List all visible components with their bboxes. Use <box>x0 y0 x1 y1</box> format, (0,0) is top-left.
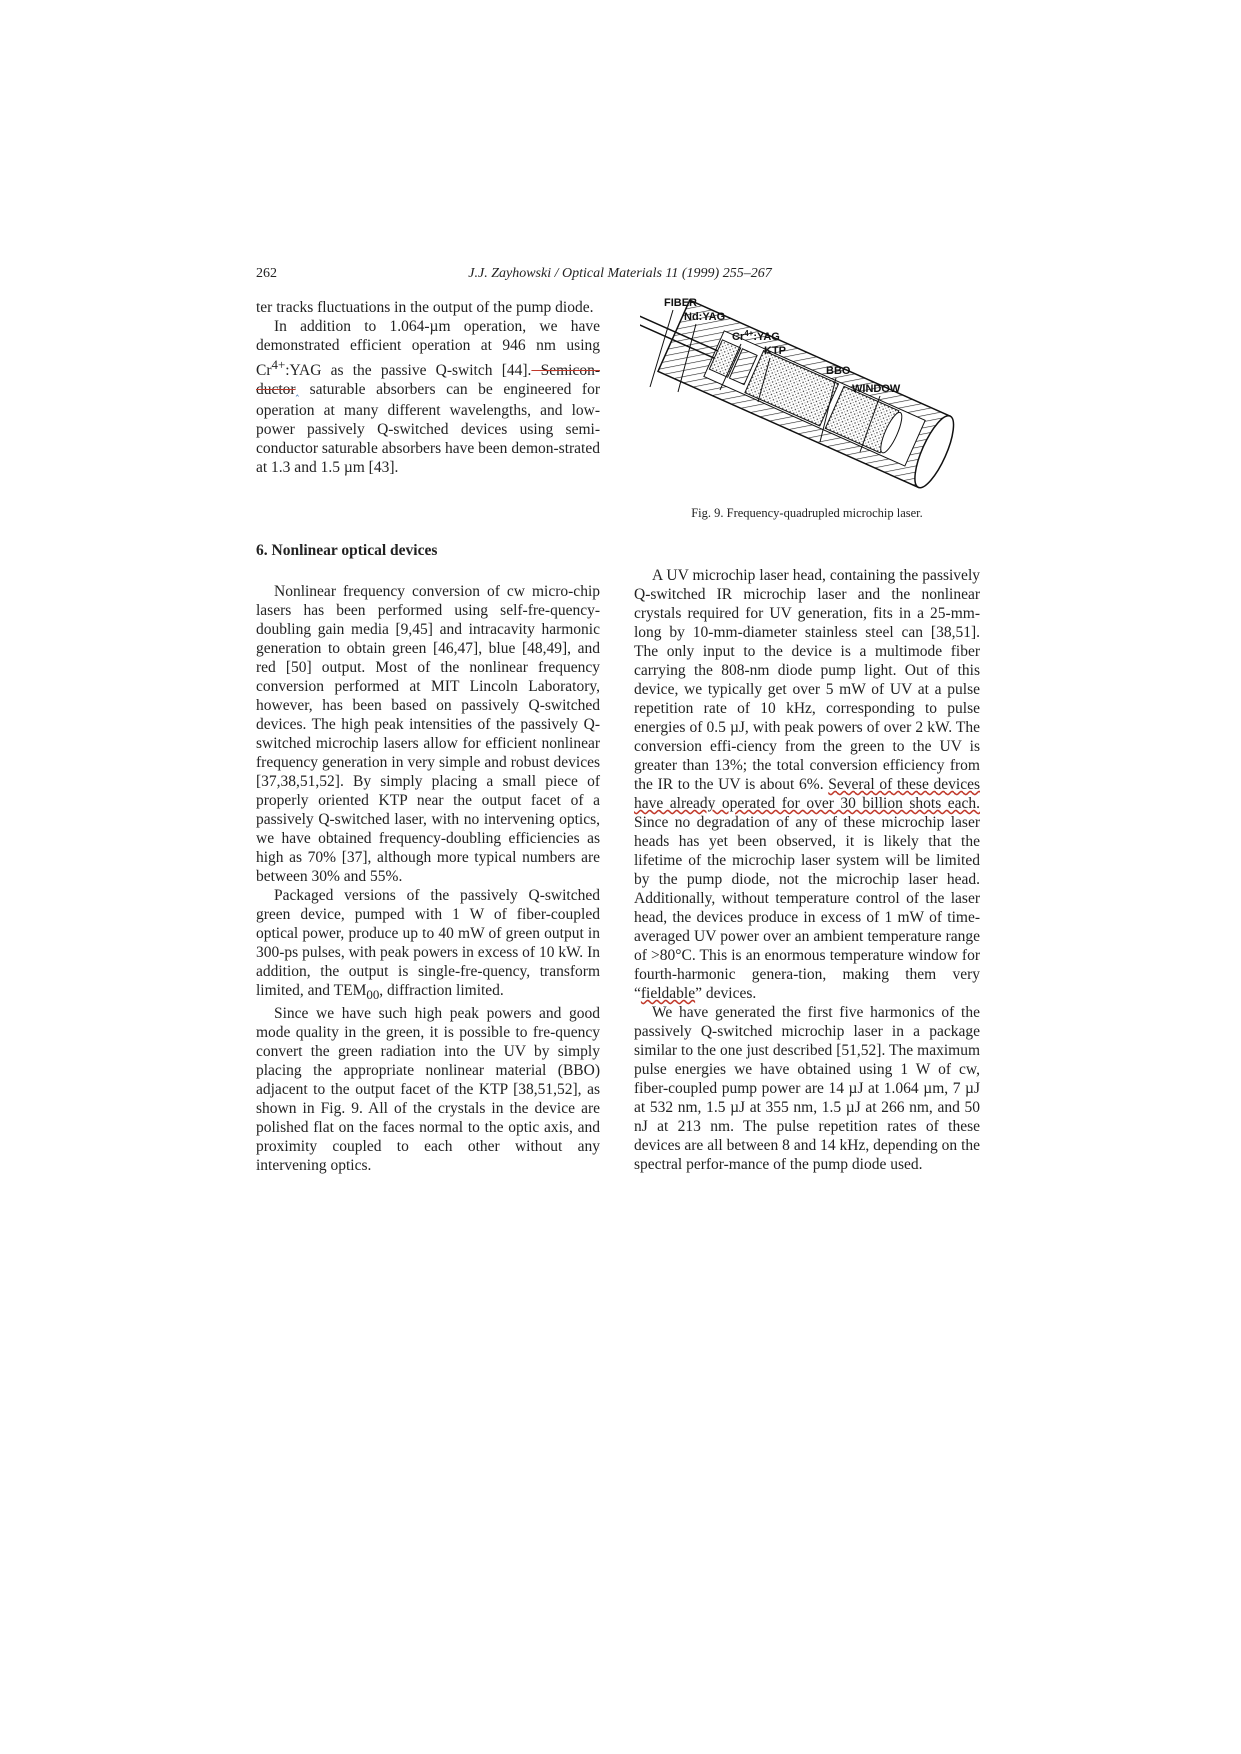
label-window: WINDOW <box>852 383 901 395</box>
figure-9 <box>640 292 980 514</box>
struck-text: Semicon-ductor <box>256 362 601 399</box>
microchip-laser-diagram <box>640 292 980 514</box>
label-ndyag: Nd:YAG <box>684 311 726 323</box>
label-fiber: FIBER <box>664 297 697 309</box>
paragraph-continuation: ter tracks fluctuations in the output of the pump diode. <box>256 299 594 316</box>
right-column <box>634 566 980 1174</box>
superscript: 4+ <box>271 357 286 372</box>
running-head: J.J. Zayhowski / Optical Materials 11 (1999) 255–267 <box>468 266 772 281</box>
flagged-word: fieldable <box>640 985 696 1002</box>
paragraph-packaged-versions: Packaged versions of the passively Q-switched green device, pumped with 1 W of fiber-coupled optical power, produce up to 40 mW of green output in 300-ps pulses, with peak powers in excess of 10 kW. In addition, the output is single-fre-quency, transform limited, and $TEM_{00}$, diffraction limited. <box>256 887 600 1003</box>
page-header <box>256 266 984 286</box>
paragraph-uv-laser-head: A UV microchip laser head, containing the passively Q-switched IR microchip laser and the nonlinear crystals required for UV generation, fits in a 25-mm-long by 10-mm-diameter stainless steel can [38,51]. The only input to the device is a multimode fiber carrying the 808-nm diode pump light. Out of this device, we typically get over 5 mW of UV at a pulse repetition rate of 10 kHz, corresponding to pulse energies of 0.5 µJ, with peak powers of over 2 kW. The conversion effi-ciency from the green to the UV is greater than 13%; the total conversion efficiency from the IR to the UV is about 6%. Several of these devices have already operated for over 30 billion shots each. Since no degradation of any of these microchip laser heads has yet been observed, it is likely that the lifetime of the microchip laser system will be limited by the pump diode, not the microchip laser head. Additionally, without temperature control of the laser head, the devices produce in excess of 1 mW of time-averaged UV power over an ambient temperature range of >80°C. This is an enormous temperature window for fourth-harmonic genera-tion, making them very “fieldable” devices. <box>634 567 980 1002</box>
section-heading: 6. Nonlinear optical devices <box>256 542 438 559</box>
insert-caret-icon: ‸ <box>295 386 299 398</box>
subscript: 00 <box>366 987 380 1003</box>
left-column-top <box>256 298 600 477</box>
paragraph-five-harmonics: We have generated the first five harmonics of the passively Q-switched microchip laser in a package similar to the one just described [51,52]. The maximum pulse energies we have obtained using 1 W of cw, fiber-coupled pump power are 14 µJ at 1.064 µm, 7 µJ at 532 nm, 1.5 µJ at 355 nm, 1.5 µJ at 266 nm, and 50 nJ at 213 nm. The pulse repetition rates of these devices are all between 8 and 14 kHz, depending on the spectral perfor-mance of the pump diode used. <box>634 1004 980 1173</box>
left-column-main <box>256 582 600 1175</box>
page-number: 262 <box>256 266 277 281</box>
label-bbo: BBO <box>826 365 851 377</box>
label-ktp: KTP <box>764 345 786 357</box>
flagged-text: Several of these devices have already operated for over 30 billion shots each. <box>634 776 980 812</box>
paragraph-nonlinear-conversion: Nonlinear frequency conversion of cw micro-chip lasers has been performed using self-fre-quency-doubling gain media [9,45] and intracavity harmonic generation to obtain green [46,47], blue [48,49], and red [50] output. Most of the nonlinear frequency conversion performed at MIT Lincoln Laboratory, however, has been based on passively Q-switched devices. The high peak intensities of the passively Q-switched microchip lasers allow for efficient nonlinear frequency generation in very simple and robust devices [37,38,51,52]. By simply placing a small piece of properly oriented KTP near the output facet of a passively Q-switched laser, with no intervening optics, we have obtained frequency-doubling efficiencies as high as 70% [37], although more typical numbers are between 30% and 55%. <box>256 583 600 885</box>
figure-caption: Fig. 9. Frequency-quadrupled microchip laser. <box>691 506 923 520</box>
paragraph-uv-conversion: Since we have such high peak powers and good mode quality in the green, it is possible to fre-quency convert the green radiation into the UV by simply placing the appropriate nonlinear material (BBO) adjacent to the output facet of the KTP [38,51,52], as shown in Fig. 9. All of the crystals in the device are polished flat on the faces normal to the optic axis, and proximity coupled to each other without any intervening optics. <box>256 1005 600 1175</box>
paragraph-946nm: In addition to 1.064-µm operation, we have demonstrated efficient operation at 946 nm using $Cr^{4+}:YAG$ as the passive Q-switch [44]. Semicon-ductor‸ saturable absorbers can be engineered for operation at many different wavelengths, and low-power passively Q-switched devices using semi-conductor saturable absorbers have been demon-strated at 1.3 and 1.5 µm [43]. <box>256 318 601 477</box>
label-cryag: $Cr^{4+}:YAG$ <box>732 329 780 343</box>
